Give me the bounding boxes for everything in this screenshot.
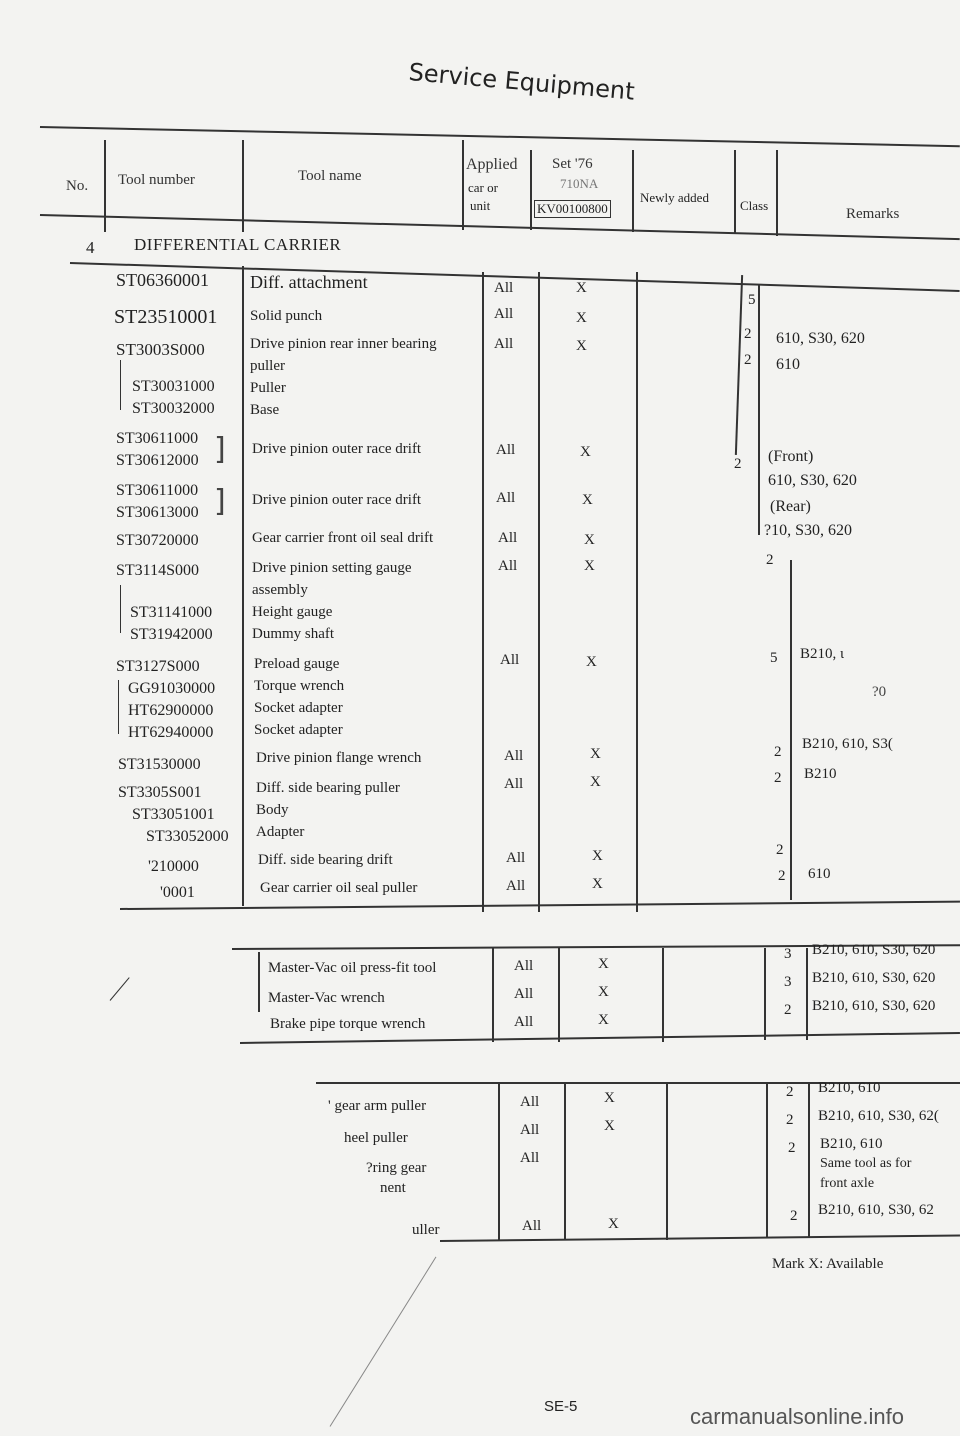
class-value: 2 [734,456,742,472]
header-applied-1: Applied [466,156,518,173]
header-set-1: Set '76 [552,156,593,172]
class-value: 2 [774,770,782,786]
tool-name: Socket adapter [254,722,343,738]
tool-name: Drive pinion rear inner bearing [250,336,437,352]
header-class: Class [740,198,769,213]
col-sep [735,275,743,455]
header-col-sep [462,140,464,230]
set-mark: X [604,1118,615,1134]
tool-name: Solid punch [250,308,323,324]
tool-number: HT62900000 [128,702,214,719]
set-mark: X [582,492,593,508]
tool-number: ST30613000 [116,504,199,521]
col-sep [764,948,766,1040]
col-sep [790,560,792,900]
class-value: 2 [744,352,752,368]
col-sep [498,1084,500,1240]
tool-name: Socket adapter [254,700,343,716]
bracket-mark: ] [214,432,226,467]
tool-number: ST3127S000 [116,658,200,675]
remark: 610, S30, 620 [776,330,865,347]
bracket-mark: ] [214,484,226,519]
tree-line [120,360,121,410]
tool-name: Drive pinion setting gauge [252,560,412,576]
class-value: 2 [774,744,782,760]
applied-value: All [494,306,514,322]
remark: (Front) [768,448,814,465]
set-mark: X [584,532,595,548]
col-sep [258,952,260,1012]
tool-number: ST30032000 [132,400,215,417]
tool-number: HT62940000 [128,724,214,741]
header-remarks: Remarks [846,206,900,222]
col-sep [758,285,760,535]
tool-name: assembly [252,582,308,598]
class-value: 2 [786,1112,794,1128]
class-value: 3 [784,974,792,990]
table-b-bottom-rule [240,1032,960,1044]
col-sep [636,272,638,912]
tool-number: ST31141000 [130,604,213,621]
tool-number: ST23510001 [114,306,218,328]
applied-value: All [506,878,526,894]
applied-value: All [520,1122,540,1138]
header-col-sep [734,150,736,234]
applied-value: All [514,958,534,974]
class-value: 2 [786,1084,794,1100]
col-sep [492,948,494,1042]
tool-name: Master-Vac wrench [268,990,385,1006]
table-c-bottom-rule [440,1235,960,1242]
remark: front axle [820,1176,875,1191]
remark: 610, S30, 620 [768,472,857,489]
applied-value: All [498,558,518,574]
mark-note: Mark X: Available [772,1256,884,1272]
col-sep [538,272,540,912]
set-mark: X [604,1090,615,1106]
header-col-sep [242,140,244,232]
applied-value: All [520,1094,540,1110]
class-value: 2 [778,868,786,884]
applied-value: All [514,1014,534,1030]
header-col-sep [776,150,778,236]
col-sep [242,266,244,906]
tool-number: ST30611000 [116,482,199,499]
tool-number: ST06360001 [116,270,210,290]
tool-name: Drive pinion flange wrench [256,750,422,766]
class-value: 2 [790,1208,798,1224]
header-newly-added: Newly added [640,190,709,205]
col-sep [808,1084,810,1238]
decorative-stroke [330,1257,437,1427]
set-mark: X [576,310,587,326]
tool-number: ST33051001 [132,806,215,823]
remark: 610 [808,866,831,882]
set-mark: X [576,338,587,354]
remark: ?0 [872,684,887,700]
class-value: 5 [770,650,778,666]
tool-name: ' gear arm puller [328,1098,427,1114]
applied-value: All [498,530,518,546]
remark: Same tool as for [820,1156,912,1171]
tool-name: Diff. attachment [250,272,368,292]
class-value: 3 [784,946,792,962]
tool-number: ST3003S000 [116,340,205,359]
tool-name: Height gauge [252,604,333,620]
tool-number: ST30720000 [116,532,199,549]
set-mark: X [592,848,603,864]
set-mark: X [598,1012,609,1028]
page-title: Service Equipment [407,58,636,106]
tool-name: Diff. side bearing drift [258,852,393,868]
tool-number: ST30611000 [116,430,199,447]
remark: 610 [776,356,800,373]
remark: B210, 610, S30, 62( [818,1108,939,1124]
tool-number: '0001 [160,884,195,901]
tool-number: ST30031000 [132,378,215,395]
tool-number: GG91030000 [128,680,216,697]
applied-value: All [504,776,524,792]
tool-name: Master-Vac oil press-fit tool [268,960,437,976]
remark: (Rear) [770,498,811,515]
table-a-bottom-rule [120,901,960,910]
tool-name: Dummy shaft [252,626,335,642]
col-sep [766,1084,768,1238]
tool-name: Preload gauge [254,656,340,672]
header-applied-3: unit [470,198,491,213]
tool-name: puller [250,358,285,374]
set-mark: X [608,1216,619,1232]
header-tool-number: Tool number [118,172,195,188]
remark: ?10, S30, 620 [764,522,852,539]
remark: B210, 610 [818,1080,881,1096]
tool-number: ST33052000 [146,828,229,845]
class-value: 2 [776,842,784,858]
class-value: 2 [788,1140,796,1156]
tool-name: uller [412,1222,440,1238]
remark: B210, 610, S30, 620 [812,998,936,1014]
header-top-rule [40,126,960,147]
applied-value: All [520,1150,540,1166]
applied-value: All [522,1218,542,1234]
header-col-sep [104,140,106,232]
set-mark: X [598,984,609,1000]
applied-value: All [514,986,534,1002]
header-set-2: 710NA [560,176,599,191]
col-sep [558,948,560,1042]
tool-name: Body [256,802,289,818]
tool-number: ST31942000 [130,626,213,643]
class-value: 2 [744,326,752,342]
remark: B210, ι [800,646,845,662]
section-title: DIFFERENTIAL CARRIER [134,235,342,254]
remark: B210, 610, S3( [802,736,893,752]
col-sep [806,948,808,1040]
applied-value: All [494,280,514,296]
tool-name: nent [380,1180,406,1196]
set-mark: X [584,558,595,574]
header-no: No. [66,178,89,194]
watermark: carmanualsonline.info [690,1404,905,1429]
col-sep [564,1084,566,1240]
set-mark: X [598,956,609,972]
tool-number: ST3305S001 [118,784,202,801]
set-mark: X [590,774,601,790]
applied-value: All [504,748,524,764]
set-mark: X [592,876,603,892]
tool-name: Gear carrier oil seal puller [260,880,418,896]
class-value: 2 [784,1002,792,1018]
tool-number: ST3114S000 [116,562,199,579]
applied-value: All [494,336,514,352]
header-set-3: KV00100800 [534,200,611,218]
tool-name: Brake pipe torque wrench [270,1016,426,1032]
header-col-sep [530,150,532,230]
remark: B210, 610 [820,1136,883,1152]
set-mark: X [590,746,601,762]
remark: B210, 610, S30, 62 [818,1202,934,1218]
class-value: 5 [748,292,756,308]
header-col-sep [632,150,634,232]
tree-line [120,585,121,633]
remark: B210, 610, S30, 620 [812,970,936,986]
decorative-stroke [110,977,130,1001]
set-mark: X [580,444,591,460]
tool-number: ST31530000 [118,756,201,773]
applied-value: All [496,442,516,458]
tool-name: Adapter [256,824,305,840]
col-sep [666,1084,668,1240]
header-applied-2: car or [468,180,498,195]
class-value: 2 [766,552,774,568]
remark: B210 [804,766,837,782]
applied-value: All [496,490,516,506]
tree-line [118,680,119,734]
tool-name: Diff. side bearing puller [256,780,400,796]
remark: B210, 610, S30, 620 [812,942,936,958]
applied-value: All [506,850,526,866]
tool-name: Puller [250,380,286,396]
tool-number: '210000 [148,858,199,875]
tool-number: ST30612000 [116,452,199,469]
tool-name: Torque wrench [254,678,345,694]
header-tool-name: Tool name [298,168,362,184]
set-mark: X [586,654,597,670]
col-sep [662,948,664,1042]
applied-value: All [500,652,520,668]
section-number: 4 [86,238,95,257]
tool-name: ?ring gear [366,1160,427,1176]
col-sep [482,272,484,912]
tool-name: Base [250,402,280,418]
tool-name: heel puller [344,1130,408,1146]
tool-name: Drive pinion outer race drift [252,492,422,508]
tool-name: Drive pinion outer race drift [252,441,422,457]
page-number: SE-5 [544,1398,578,1415]
set-mark: X [576,280,587,296]
tool-name: Gear carrier front oil seal drift [252,530,434,546]
